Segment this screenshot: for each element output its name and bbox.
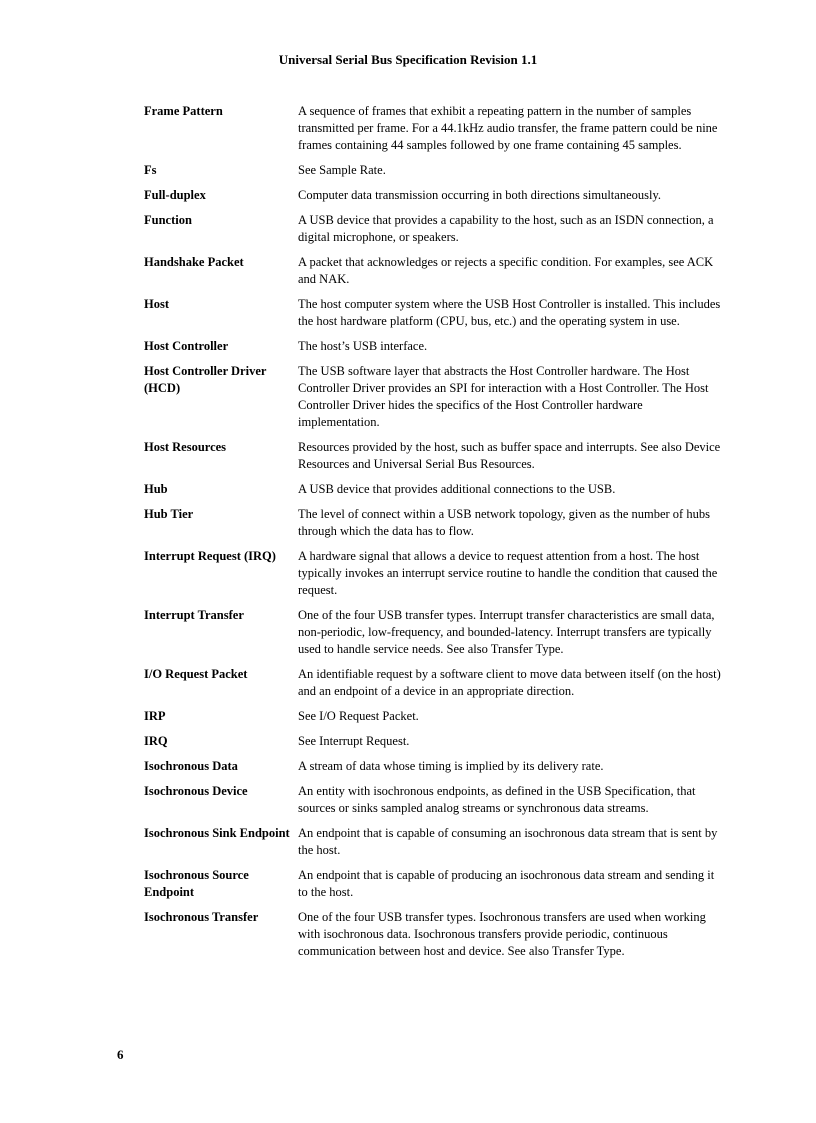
glossary-term: Interrupt Transfer	[144, 608, 244, 622]
glossary-term: Interrupt Request (IRQ)	[144, 549, 276, 563]
glossary-entry	[144, 708, 724, 725]
glossary-entry	[144, 439, 724, 473]
glossary-definition: The host computer system where the USB Host Controller is installed. This includes the host hardware platform (CPU, bus, etc.) and the operating system in use.	[298, 297, 721, 328]
page-number: 6	[117, 1047, 124, 1062]
glossary-term: Full-duplex	[144, 188, 206, 202]
glossary-definition: The level of connect within a USB network topology, given as the number of hubs through which the data has to flow.	[298, 507, 710, 538]
glossary-term: Isochronous Data	[144, 759, 238, 773]
glossary-entry	[144, 363, 724, 431]
glossary-entry	[144, 187, 724, 204]
glossary-term: Isochronous Transfer	[144, 910, 259, 924]
glossary-definition: An identifiable request by a software client to move data between itself (on the host) and an endpoint of a device in an appropriate direction.	[298, 667, 721, 698]
glossary-definition: A sequence of frames that exhibit a repeating pattern in the number of samples transmitted per frame. For a 44.1kHz audio transfer, the frame pattern could be nine frames containing 44 samples followed by one frame containing 45 samples.	[298, 104, 718, 152]
glossary-term: Host Controller Driver (HCD)	[144, 364, 267, 395]
glossary-entry	[144, 607, 724, 658]
page-header: Universal Serial Bus Specification Revision 1.1	[278, 52, 538, 67]
glossary-term: Isochronous Sink Endpoint	[144, 826, 290, 840]
glossary-term: Hub Tier	[144, 507, 194, 521]
glossary-definition: An endpoint that is capable of consuming an isochronous data stream that is sent by the host.	[298, 826, 718, 857]
glossary-entry	[144, 296, 724, 330]
glossary-definition: See I/O Request Packet.	[298, 709, 419, 723]
glossary-entry	[144, 162, 724, 179]
glossary-entry	[144, 733, 724, 750]
glossary-entry	[144, 909, 724, 960]
glossary-definition: See Sample Rate.	[298, 163, 386, 177]
glossary-definition: A hardware signal that allows a device to request attention from a host. The host typically invokes an interrupt service routine to handle the condition that caused the request.	[298, 549, 718, 597]
glossary-entry	[144, 867, 724, 901]
glossary-entry	[144, 338, 724, 355]
glossary-entry	[144, 825, 724, 859]
glossary-definition: Resources provided by the host, such as buffer space and interrupts. See also Device Resources and Universal Serial Bus Resources.	[298, 440, 721, 471]
glossary-entry	[144, 783, 724, 817]
glossary-term: Handshake Packet	[144, 255, 244, 269]
glossary-definition: See Interrupt Request.	[298, 734, 410, 748]
glossary-term: Function	[144, 213, 192, 227]
glossary-term: Host Controller	[144, 339, 229, 353]
glossary-definition: A USB device that provides a capability to the host, such as an ISDN connection, a digital microphone, or speakers.	[298, 213, 714, 244]
glossary-definition: One of the four USB transfer types. Isochronous transfers are used when working with isochronous data. Isochronous transfers provide periodic, continuous communication between host and device. See also Transfer Type.	[298, 910, 706, 958]
glossary-definition: An endpoint that is capable of producing an isochronous data stream and sending it to the host.	[298, 868, 715, 899]
glossary-term: Isochronous Device	[144, 784, 248, 798]
glossary-term: Frame Pattern	[144, 104, 223, 118]
glossary-entry	[144, 506, 724, 540]
glossary-definition: A USB device that provides additional connections to the USB.	[298, 482, 616, 496]
glossary-definition: An entity with isochronous endpoints, as defined in the USB Specification, that sources or sinks sampled analog streams or synchronous data streams.	[298, 784, 696, 815]
glossary-entry	[144, 254, 724, 288]
glossary-entry	[144, 212, 724, 246]
glossary-definition: The USB software layer that abstracts the Host Controller hardware. The Host Controller Driver provides an SPI for interaction with a Host Controller. The Host Controller Driver hides the specifics of the Host Controller hardware implementation.	[298, 364, 709, 429]
glossary-list	[144, 103, 724, 968]
glossary-term: IRP	[144, 709, 166, 723]
glossary-term: Fs	[144, 163, 157, 177]
glossary-definition: A stream of data whose timing is implied by its delivery rate.	[298, 759, 604, 773]
glossary-definition: Computer data transmission occurring in both directions simultaneously.	[298, 188, 662, 202]
glossary-term: Host Resources	[144, 440, 227, 454]
glossary-term: I/O Request Packet	[144, 667, 248, 681]
glossary-term: Host	[144, 297, 169, 311]
glossary-term: Isochronous Source Endpoint	[144, 868, 249, 899]
glossary-entry	[144, 666, 724, 700]
glossary-entry	[144, 548, 724, 599]
glossary-definition: One of the four USB transfer types. Interrupt transfer characteristics are small data, non-periodic, low-frequency, and bounded-latency. Interrupt transfers are typically used to handle service needs. See also Transfer Type.	[298, 608, 715, 656]
glossary-entry	[144, 758, 724, 775]
glossary-entry	[144, 103, 724, 154]
glossary-definition: A packet that acknowledges or rejects a specific condition. For examples, see ACK and NAK.	[298, 255, 714, 286]
glossary-term: IRQ	[144, 734, 168, 748]
glossary-entry	[144, 481, 724, 498]
glossary-term: Hub	[144, 482, 168, 496]
glossary-definition: The host’s USB interface.	[298, 339, 428, 353]
